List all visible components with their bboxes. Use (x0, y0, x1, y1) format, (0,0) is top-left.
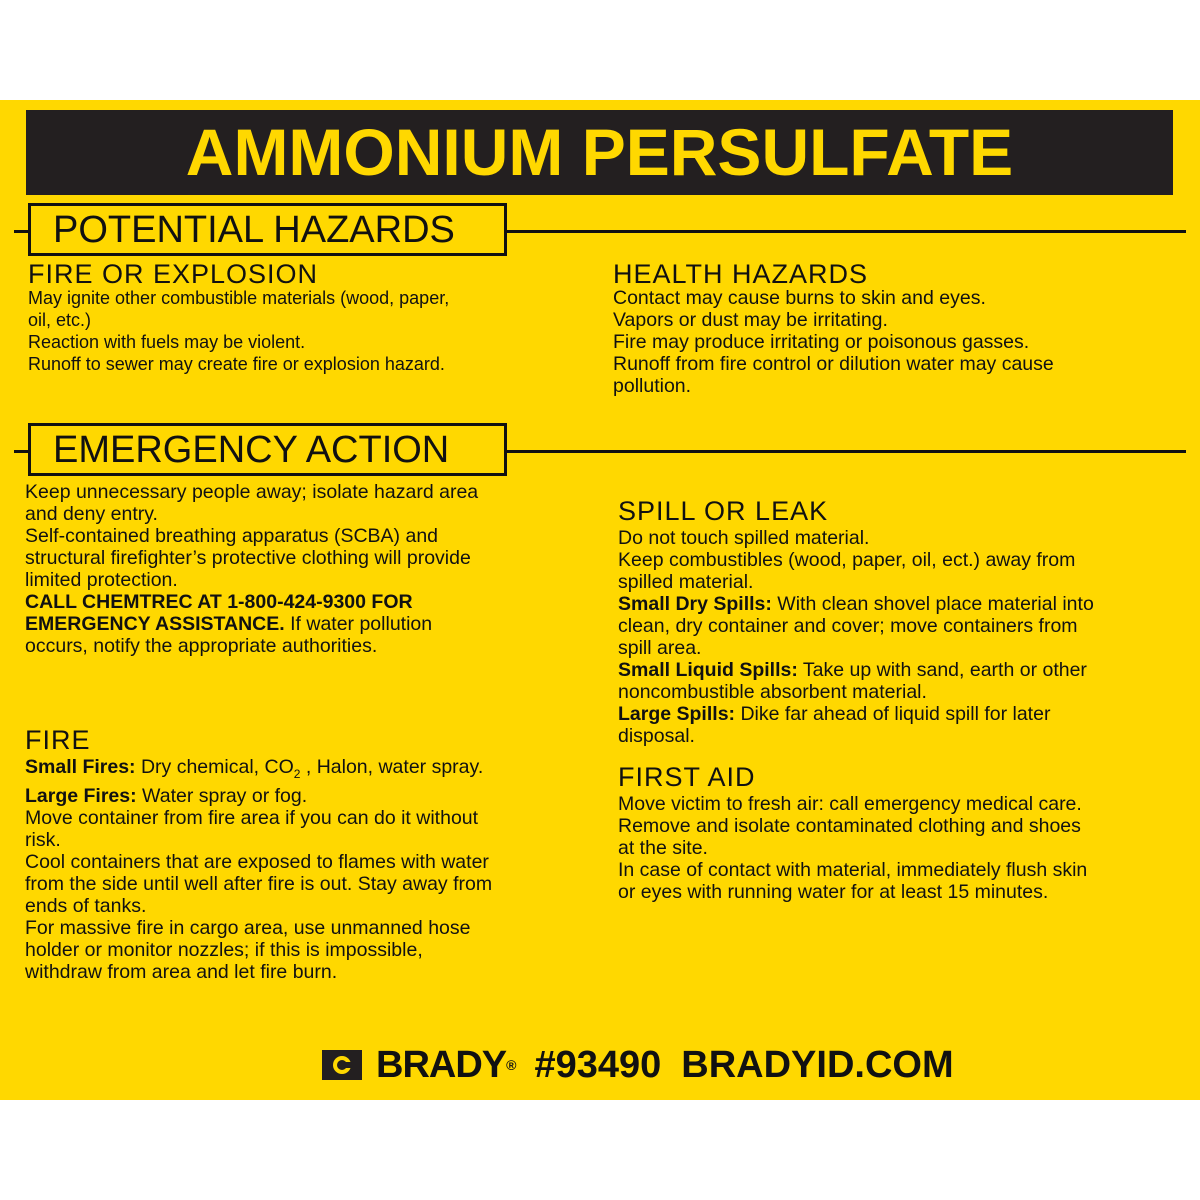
first-aid-heading: FIRST AID (618, 762, 756, 792)
chemical-title: AMMONIUM PERSULFATE (26, 110, 1173, 195)
brady-logo-icon (322, 1050, 362, 1080)
brand-name: BRADY (376, 1044, 507, 1086)
emergency-intro-text: Keep unnecessary people away; isolate hazard area and deny entry. Self-contained breathing apparatus (SCBA) and structural firefighter’s protective clothing will provide limited protection. CALL CHEMTREC AT 1-800-424-9300 FOR EMERGENCY ASSISTANCE. If water pollution occurs, notify the appropriate authorities. (25, 481, 479, 657)
potential-hazards-heading: POTENTIAL HAZARDS (28, 203, 507, 256)
registered-mark: ® (506, 1057, 517, 1073)
safety-label (0, 100, 1200, 1100)
footer (322, 1045, 954, 1085)
first-aid-text: Move victim to fresh air: call emergency medical care. Remove and isolate contaminated clothing and shoes at the site. In case of contact with material, immediately flush skin or eyes with running water for at least 15 minutes. (618, 793, 1088, 903)
brady-logo-mark (322, 1050, 362, 1080)
health-hazards-text: Contact may cause burns to skin and eyes. Vapors or dust may be irritating. Fire may produce irritating or poisonous gasses. Runoff from fire control or dilution water may cause pollution. (613, 287, 1054, 397)
section-rule-right (505, 230, 1186, 233)
chemtrec-call: CALL CHEMTREC AT 1-800-424-9300 FOR (25, 591, 413, 613)
fire-or-explosion-text: May ignite other combustible materials (wood, paper, oil, etc.) Reaction with fuels may be violent. Runoff to sewer may create fire or explosion hazard. (28, 288, 450, 374)
health-hazards-heading: HEALTH HAZARDS (613, 259, 869, 289)
fire-or-explosion-heading: FIRE OR EXPLOSION (28, 259, 319, 289)
part-number: #93490 (534, 1044, 662, 1086)
website: BRADYID.COM (681, 1044, 954, 1086)
emergency-action-heading: EMERGENCY ACTION (28, 423, 507, 476)
chemtrec-assistance: EMERGENCY ASSISTANCE. (25, 613, 285, 635)
fire-text: Small Fires: Dry chemical, $CO_2$ , Halon, water spray. Large Fires: Water spray or fog. Move container from fire area if you can do it without risk. Cool containers that are exposed to flames with water from the side until well after fire is out. Stay away from ends of tanks. For massive fire in cargo area, use unmanned hose holder or monitor nozzles; if this is impossible, withdraw from area and let fire burn. (25, 756, 493, 983)
spill-or-leak-text: Do not touch spilled material. Keep combustibles (wood, paper, oil, ect.) away from spilled material. Small Dry Spills: With clean shovel place material into clean, dry container and cover; move containers from spill area. Small Liquid Spills: Take up with sand, earth or other noncombustible absorbent material. Large Spills: Dike far ahead of liquid spill for later disposal. (618, 527, 1094, 747)
fire-heading: FIRE (25, 725, 91, 755)
section-rule-right (505, 450, 1186, 453)
spill-or-leak-heading: SPILL OR LEAK (618, 496, 829, 526)
